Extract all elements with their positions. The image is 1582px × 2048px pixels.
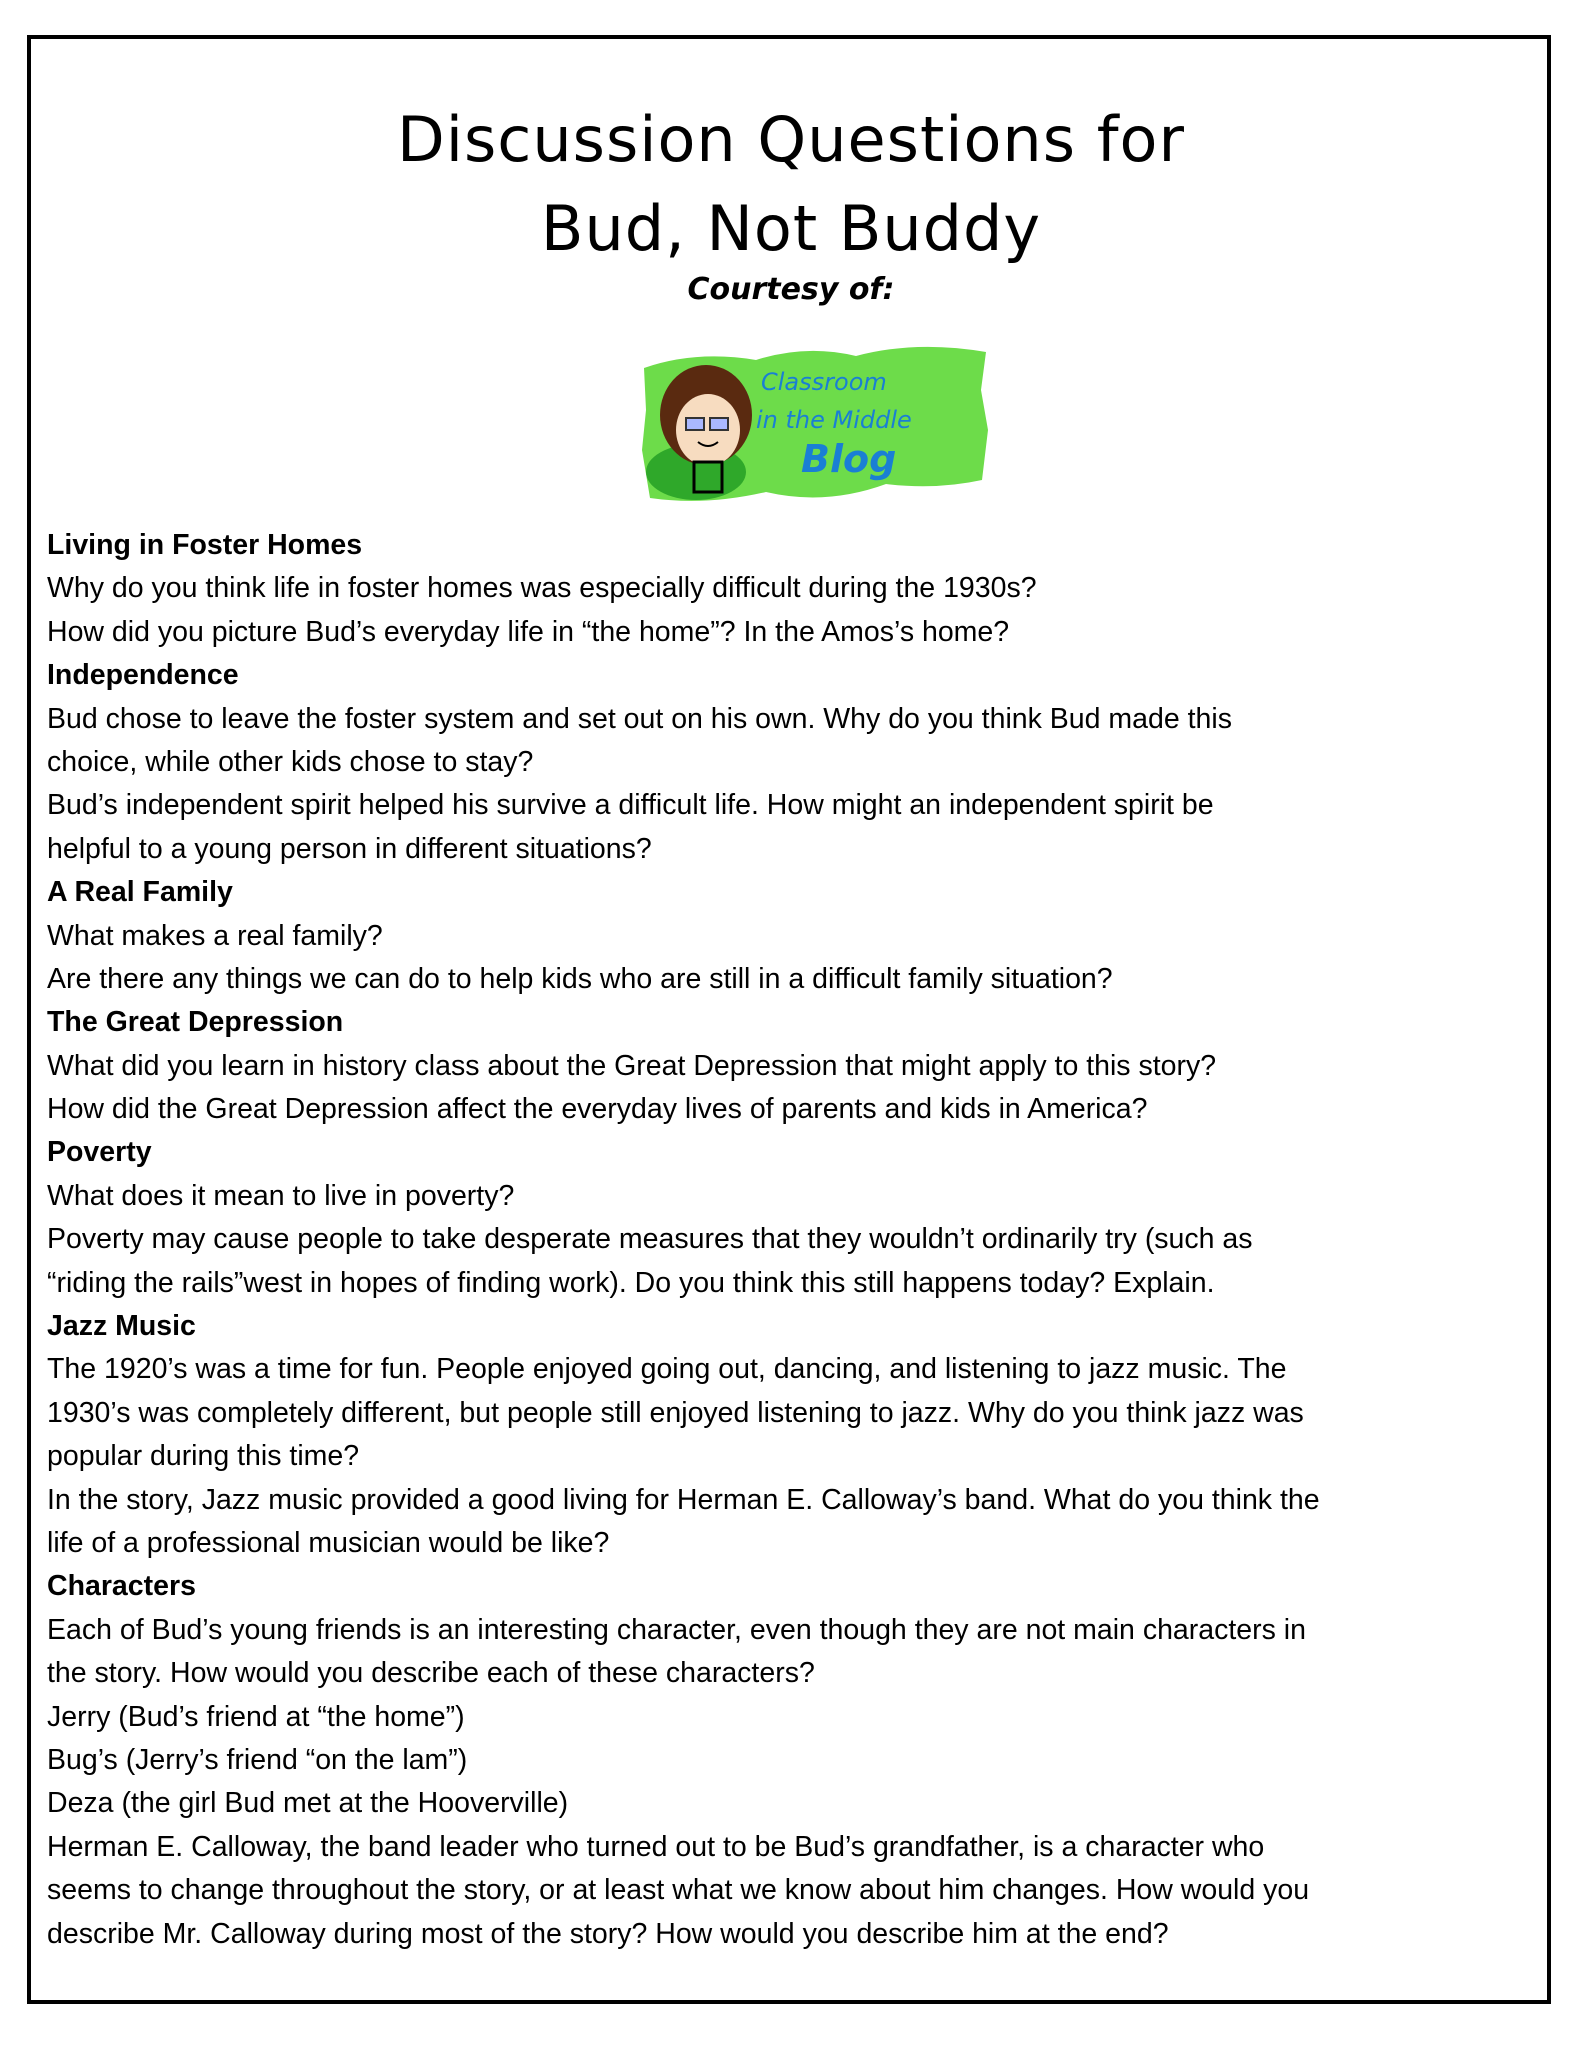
question-line: Bud’s independent spirit helped his survive a difficult life. How might an independent spirit be (47, 789, 1214, 822)
logo-text-1: Classroom (761, 368, 887, 396)
title-line-1: Discussion Questions for (397, 103, 1185, 176)
section (47, 1305, 1547, 1565)
question-line: Bud chose to leave the foster system and set out on his own. Why do you think Bud made this (47, 702, 1232, 735)
question-line: What did you learn in history class about the Great Depression that might apply to this story? (47, 1049, 1217, 1082)
question-line: describe Mr. Calloway during most of the story? How would you describe him at the end? (47, 1917, 1169, 1950)
classroom-in-the-middle-logo (636, 330, 996, 515)
section-heading: Independence (47, 659, 239, 692)
question-line: How did you picture Bud’s everyday life in “the home”? In the Amos’s home? (47, 615, 1010, 648)
question-line: 1930’s was completely different, but people still enjoyed listening to jazz. Why do you think jazz was (47, 1396, 1304, 1429)
question-line: choice, while other kids chose to stay? (47, 745, 534, 778)
question-line: Each of Bud’s young friends is an interesting character, even though they are not main characters in (47, 1613, 1306, 1646)
section (47, 871, 1547, 1001)
question-line: Poverty may cause people to take desperate measures that they wouldn’t ordinarily try (such as (47, 1223, 1253, 1256)
section (47, 1131, 1547, 1305)
courtesy-label: Courtesy of: (687, 272, 895, 307)
question-line: popular during this time? (47, 1440, 360, 1473)
question-line: How did the Great Depression affect the everyday lives of parents and kids in America? (47, 1093, 1148, 1126)
section (47, 1001, 1547, 1131)
question-line: What makes a real family? (47, 919, 383, 952)
section-heading: The Great Depression (47, 1006, 344, 1039)
question-line: Deza (the girl Bud met at the Hooverville) (47, 1787, 569, 1820)
section (47, 524, 1547, 654)
section-heading: Poverty (47, 1136, 152, 1169)
logo-text-3: Blog (801, 437, 897, 481)
title-line-2: Bud, Not Buddy (540, 192, 1042, 265)
question-list (47, 524, 1547, 1956)
question-line: helpful to a young person in different situations? (47, 832, 652, 865)
section (47, 654, 1547, 871)
section-heading: Characters (47, 1570, 196, 1603)
section-heading: Jazz Music (47, 1310, 196, 1343)
section-heading: Living in Foster Homes (47, 529, 363, 561)
question-line: seems to change throughout the story, or at least what we know about him changes. How would you (47, 1874, 1310, 1907)
question-line: Why do you think life in foster homes was especially difficult during the 1930s? (47, 572, 1037, 605)
question-line: In the story, Jazz music provided a good living for Herman E. Calloway’s band. What do you think the (47, 1483, 1320, 1516)
question-line: Jerry (Bud’s friend at “the home”) (47, 1700, 465, 1733)
question-line: What does it mean to live in poverty? (47, 1179, 515, 1212)
question-line: the story. How would you describe each of these characters? (47, 1657, 815, 1690)
question-line: “riding the rails”west in hopes of finding work). Do you think this still happens today? Explain. (47, 1266, 1215, 1299)
question-line: Herman E. Calloway, the band leader who turned out to be Bud’s grandfather, is a character who (47, 1830, 1265, 1863)
question-line: Are there any things we can do to help kids who are still in a difficult family situation? (47, 962, 1113, 995)
logo-text-2: in the Middle (756, 406, 912, 434)
question-line: life of a professional musician would be like? (47, 1526, 610, 1559)
section-heading: A Real Family (47, 876, 233, 909)
section (47, 1565, 1547, 1956)
question-line: Bug’s (Jerry’s friend “on the lam”) (47, 1743, 468, 1776)
question-line: The 1920’s was a time for fun. People enjoyed going out, dancing, and listening to jazz music. The (47, 1353, 1287, 1386)
